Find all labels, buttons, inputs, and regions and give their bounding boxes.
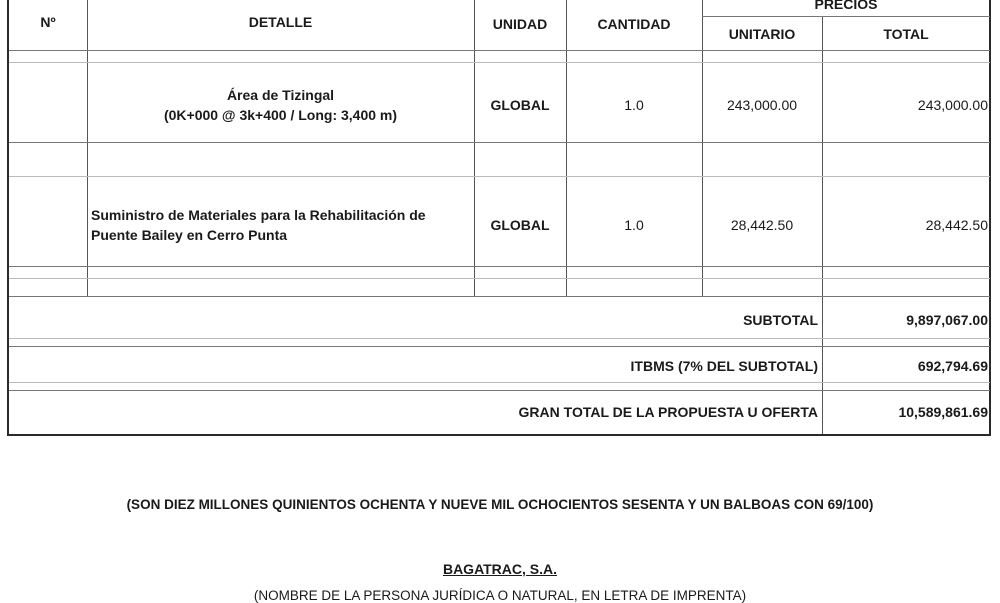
row-2-detalle-line1: Suministro de Materiales para la Rehabilitación de — [91, 207, 426, 223]
header-total: TOTAL — [883, 26, 929, 42]
row-divider — [9, 346, 990, 347]
row-divider — [9, 296, 990, 297]
row-2-unitario: 28,442.50 — [730, 217, 794, 233]
row-1-detalle-line1: Área de Tizingal — [226, 87, 335, 103]
header-detalle: DETALLE — [248, 14, 313, 30]
company-name: BAGATRAC, S.A. — [442, 561, 558, 577]
row-2-detalle — [91, 200, 472, 250]
row-1-unitario: 243,000.00 — [726, 97, 798, 113]
row-1-detalle-line2: (0K+000 @ 3k+400 / Long: 3,400 m) — [163, 107, 398, 123]
grand-total-label: GRAN TOTAL DE LA PROPUESTA U OFERTA — [518, 404, 818, 420]
row-1-unidad: GLOBAL — [490, 97, 550, 113]
row-2-unidad: GLOBAL — [490, 217, 550, 233]
grand-total-value: 10,589,861.69 — [898, 404, 988, 420]
row-divider — [9, 266, 990, 267]
row-divider — [9, 382, 990, 383]
header-cantidad: CANTIDAD — [597, 16, 671, 32]
row-divider — [9, 176, 990, 177]
row-divider — [702, 16, 990, 17]
company-caption: (NOMBRE DE LA PERSONA JURÍDICA O NATURAL, EN LETRA DE IMPRENTA) — [253, 588, 747, 603]
row-divider — [9, 390, 990, 391]
row-divider — [9, 142, 990, 143]
col-divider — [87, 0, 88, 296]
row-divider — [9, 62, 990, 63]
row-1-cantidad: 1.0 — [624, 97, 644, 113]
row-divider — [9, 50, 990, 51]
price-table — [7, 0, 991, 436]
itbms-label: ITBMS (7% DEL SUBTOTAL) — [630, 358, 818, 374]
header-no: Nº — [40, 14, 56, 30]
row-1-detalle — [87, 80, 474, 130]
row-2-cantidad: 1.0 — [624, 217, 644, 233]
row-2-detalle-line2: Puente Bailey en Cerro Punta — [91, 227, 288, 243]
row-divider — [9, 278, 990, 279]
row-1-total: 243,000.00 — [917, 97, 988, 113]
itbms-value: 692,794.69 — [917, 358, 988, 374]
header-unitario: UNITARIO — [728, 26, 796, 42]
header-precios: PRECIOS — [814, 0, 878, 12]
amount-in-words: (SON DIEZ MILLONES QUINIENTOS OCHENTA Y NUEVE MIL OCHOCIENTOS SESENTA Y UN BALBOAS CON 69/100) — [126, 497, 874, 512]
subtotal-value: 9,897,067.00 — [906, 312, 988, 328]
header-unidad: UNIDAD — [492, 16, 548, 32]
subtotal-label: SUBTOTAL — [743, 312, 818, 328]
row-divider — [9, 338, 990, 339]
row-2-total: 28,442.50 — [925, 217, 988, 233]
